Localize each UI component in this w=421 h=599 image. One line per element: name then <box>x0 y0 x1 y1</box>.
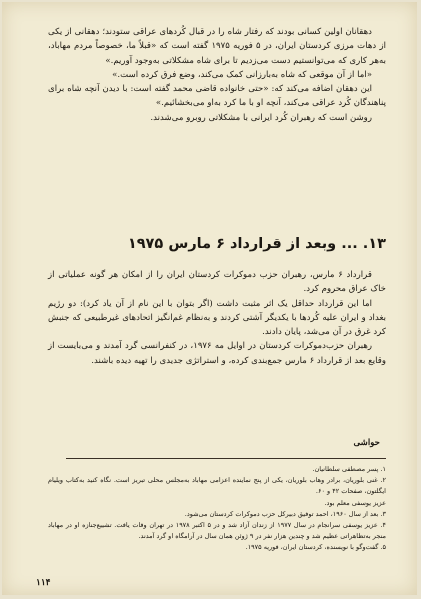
body-text-top <box>48 25 386 125</box>
paragraph: رهبران حزب‌دموکرات کردستان در اوایل مه ۱۹۷۶، در کنفرانسی گرد آمدند و می‌بایست از وقایع بعد از قرارداد ۶ مارس جمع‌بندی کرده، و استراتژی جدیدی را تهیه دیده باشند. <box>48 341 386 366</box>
body-text-bottom <box>48 268 386 368</box>
footnote: ۱. پسر مصطفی سلطانیان. <box>312 465 386 473</box>
paragraph: اما این قرارداد حداقل یک اثر مثبت داشت (اگر بتوان با این نام از آن یاد کرد): دو رژیم بغداد و ایران علیه کُردها با یکدیگر آشتی کردند و به‌نظام غم‌انگیز اتحادهای غیرطبیعی که جنبش کرد غرق در آن می‌شد، پایان دادند. <box>48 298 386 338</box>
paragraph: قرارداد ۶ مارس، رهبران حزب دموکرات کردستان ایران را از امکان هر گونه عملیاتی از خاک عراق محروم کرد. <box>48 270 386 295</box>
paragraph: دهقانان اولین کسانی بودند که رفتار شاه را در قبال کُردهای عراقی ستودند؛ دهقانی از یکی از دهات مرزی کردستان ایران، در ۵ فوریه ۱۹۷۵ گفته است که «قبلاً ما، خصوصاً مردم مهاباد، به‌هر کاری که می‌توانستیم دست می‌زدیم تا برای شاه مشکلاتی به‌وجود آوریم.» <box>48 27 386 66</box>
book-page <box>2 2 417 595</box>
section-heading: ۱۳. ... وبعد از قرارداد ۶ مارس ۱۹۷۵ <box>127 236 386 252</box>
footnote: ۴. عزیز یوسفی سرانجام در سال ۱۹۷۷ از زندان آزاد شد و در ۵ اکتبر ۱۹۷۸ در تهران وفات یافت. تشییع‌جنازه او در مهاباد منجر به‌تظاهراتی عظیم شد و چندین هزار نفر در ۹ ژوئن همان سال در آرامگاه او گرد آمدند. <box>48 521 387 541</box>
notes-heading: حواشی <box>353 438 380 448</box>
footnote: عزیز یوسفی معلم بود. <box>324 498 386 507</box>
footnote: ۵. گفت‌وگو با نویسنده، کردستان ایران، فوریه ۱۹۷۵. <box>245 543 386 552</box>
footnotes <box>48 464 386 554</box>
footnote-divider <box>66 458 386 459</box>
paragraph: روشن است که رهبران کُرد ایرانی با مشکلاتی روبرو می‌شدند. <box>150 112 372 123</box>
footnote: ۳. بعد از سال ۱۹۶۰، احمد توفیق دبیرکل حزب دموکرات کردستان می‌شود. <box>184 509 386 518</box>
footnote: ۲. غنی بلوریان، برادر وهاب بلوریان، یکی از پنج نماینده اعزامی مهاباد به‌مجلس محلی تبریز است. نگاه کنید به‌کتاب ویلیام ایگلتون، صفحات ۴۲ و ۶۰. <box>48 476 386 496</box>
page-number: ۱۱۴ <box>36 578 51 588</box>
paragraph: این دهقان اضافه می‌کند که: «حتی خانواده قاضی محمد گفته است: با دیدن آنچه شاه برای پناهندگان کُرد عراقی می‌کند، آنچه او با ما کرد به‌او می‌بخشائیم.» <box>48 84 386 109</box>
paragraph: «اما از آن موقعی که شاه به‌بارزانی کمک می‌کند، وضع فرق کرده است.» <box>112 69 372 80</box>
